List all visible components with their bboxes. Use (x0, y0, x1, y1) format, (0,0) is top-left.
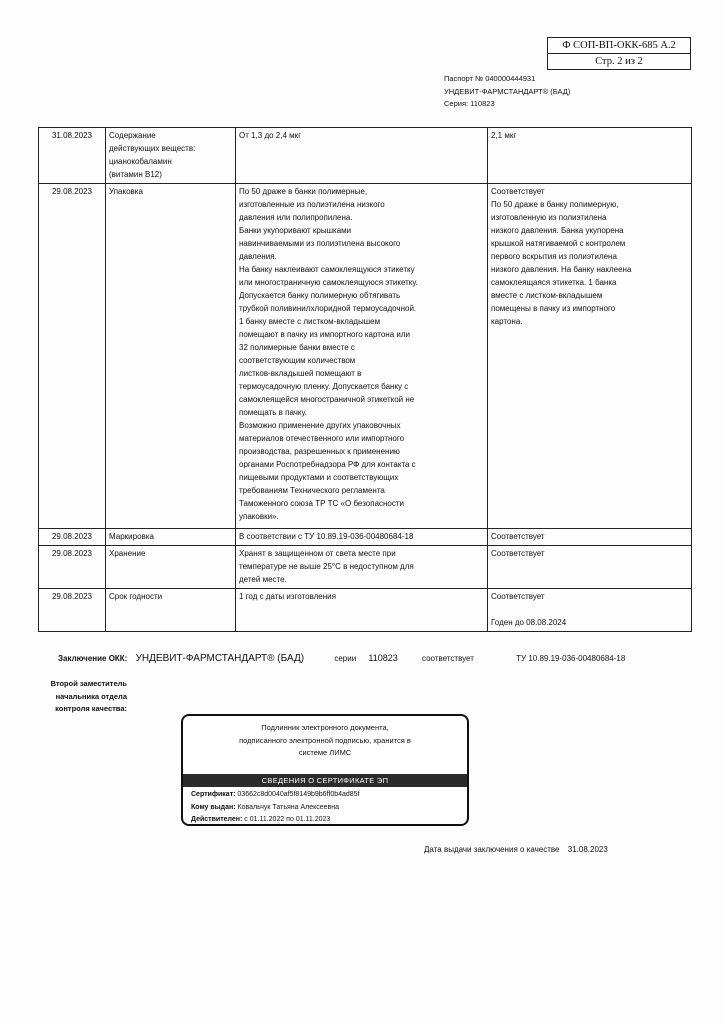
certificate-header: СВЕДЕНИЯ О СЕРТИФИКАТЕ ЭП (183, 774, 467, 787)
row-indicator (106, 546, 236, 589)
norm-line: термоусадочную пленку. Допускается банку с (239, 382, 409, 391)
deputy-line: контроля качества: (55, 704, 127, 713)
indicator-line: цианокобаламин (109, 157, 172, 166)
table-row (39, 128, 692, 184)
conclusion-series-number: 110823 (368, 653, 398, 663)
valid-row (191, 814, 467, 826)
row-date: 31.08.2023 (39, 128, 106, 184)
result-line: По 50 драже в банку полимерную, (491, 200, 619, 209)
norm-line: упаковки». (239, 512, 279, 521)
row-indicator (106, 529, 236, 546)
norm-line: трубкой поливинилхлоридной термоусадочной. (239, 304, 417, 313)
result-line: картона. (491, 317, 523, 326)
results-table (38, 127, 692, 632)
norm-line: 32 полимерные банки вместе с (239, 343, 355, 352)
result-line: низкого давления. Банка укупорена (491, 226, 624, 235)
norm-line: 1 год с даты изготовления (239, 592, 336, 601)
row-indicator (106, 589, 236, 632)
norm-line: навинчиваемыми из полиэтилена высокого (239, 239, 401, 248)
series: Серия: 110823 (444, 99, 495, 108)
row-result (488, 529, 692, 546)
norm-line: листков-вкладышей помещают в (239, 369, 362, 378)
result-line: вместе с листком-вкладышем (491, 291, 603, 300)
result-line: 2,1 мкг (491, 131, 517, 140)
row-norm (236, 589, 488, 632)
norm-line: самоклеящейся многостраничной этикеткой не (239, 395, 415, 404)
indicator-line: Упаковка (109, 187, 143, 196)
deputy-title (43, 678, 127, 716)
norm-line: детей месте. (239, 575, 287, 584)
row-norm (236, 184, 488, 529)
conclusion-series-word: серии (334, 654, 357, 663)
passport-number: Паспорт № 040000444931 (444, 74, 536, 83)
norm-line: материалов отечественного или импортного (239, 434, 405, 443)
form-code-box (547, 37, 691, 70)
conclusion-tu: ТУ 10.89.19-036-00480684-18 (516, 654, 626, 663)
row-norm (236, 546, 488, 589)
result-line: Соответствует (491, 592, 545, 601)
issued-label: Кому выдан: (191, 803, 236, 811)
table-row (39, 546, 692, 589)
result-line: первого вскрытия из полиэтилена (491, 252, 617, 261)
signature-notice (183, 716, 467, 774)
norm-line: Таможенного союза ТР ТС «О безопасности (239, 499, 405, 508)
row-result (488, 128, 692, 184)
product-name: УНДЕВИТ-ФАРМСТАНДАРТ® (БАД) (444, 86, 571, 96)
norm-line: или многостраничную самоклеящуюся этикетку. (239, 278, 418, 287)
result-line: Соответствует (491, 549, 545, 558)
deputy-line: Второй заместитель (50, 679, 127, 688)
result-line: крышкой натягиваемой с контролем (491, 239, 626, 248)
indicator-line: Содержание (109, 131, 156, 140)
indicator-line: Срок годности (109, 592, 163, 601)
valid-value: с 01.11.2022 по 01.11.2023 (244, 816, 331, 823)
norm-line: помещать в пачку. (239, 408, 307, 417)
certificate-label: Сертификат: (191, 791, 236, 798)
row-norm (236, 529, 488, 546)
signature-notice-line: подписанного электронной подписью, хранится в (239, 735, 411, 745)
valid-label: Действителен: (191, 816, 243, 823)
result-line: помещены в пачку из импортного (491, 304, 616, 313)
norm-line: изготовленные из полиэтилена низкого (239, 200, 385, 209)
table-row (39, 529, 692, 546)
row-indicator (106, 128, 236, 184)
table-row (39, 184, 692, 529)
norm-line: давления. (239, 252, 277, 261)
conclusion (58, 653, 658, 664)
issue-date: 31.08.2023 (567, 845, 608, 854)
result-line: изготовленную из полиэтилена (491, 213, 607, 222)
certificate-value: 03662c8d0040af5f8149b9b6ff0b4ad85f (237, 791, 360, 798)
indicator-line: Маркировка (109, 532, 154, 541)
norm-line: Хранят в защищенном от света месте при (239, 549, 396, 558)
result-line: Годен до 08.08.2024 (491, 618, 567, 627)
indicator-line: Хранение (109, 549, 146, 558)
norm-line: В соответствии с ТУ 10.89.19-036-00480684-18 (239, 532, 414, 541)
norm-line: Допускается банку полимерную обтягивать (239, 291, 401, 300)
result-line (491, 603, 688, 616)
norm-line: давления или полипропилена. (239, 213, 353, 222)
norm-line: требованиям Технического регламента (239, 486, 385, 495)
norm-line: От 1,3 до 2,4 мкг (239, 131, 302, 140)
norm-line: соответствующим количеством (239, 356, 356, 365)
table-row (39, 589, 692, 632)
norm-line: помещают в пачку из импортного картона или (239, 330, 410, 339)
certificate-details (183, 787, 467, 826)
row-result (488, 546, 692, 589)
passport-header (444, 73, 570, 111)
result-line: Соответствует (491, 532, 545, 541)
page-info: Стр. 2 из 2 (548, 53, 690, 69)
result-line: самоклеящаяся этикетка. 1 банка (491, 278, 617, 287)
norm-line: На банку наклеивают самоклеящуюся этикетку (239, 265, 415, 274)
row-date: 29.08.2023 (39, 546, 106, 589)
certificate-row (191, 789, 467, 802)
conclusion-product: УНДЕВИТ-ФАРМСТАНДАРТ® (БАД) (135, 653, 305, 664)
issued-value: Ковальчук Татьяна Алексеевна (237, 803, 340, 811)
e-signature-stamp (181, 714, 469, 826)
indicator-line: действующих веществ: (109, 144, 196, 153)
signature-notice-line: Подлинник электронного документа, (261, 723, 389, 732)
norm-line: производства, разрешенных к применению (239, 447, 400, 456)
norm-line: пищевыми продуктами и соответствующих (239, 473, 399, 482)
row-result (488, 589, 692, 632)
row-date: 29.08.2023 (39, 529, 106, 546)
row-result (488, 184, 692, 529)
norm-line: температуре не выше 25°С в недоступном для (239, 562, 414, 571)
norm-line: Возможно применение других упаковочных (239, 421, 401, 430)
conclusion-corresponds: соответствует (422, 654, 474, 663)
result-line: низкого давления. На банку наклеена (491, 265, 632, 274)
row-date: 29.08.2023 (39, 184, 106, 529)
norm-line: Банки укупоривают крышками (239, 226, 352, 235)
indicator-line: (витамин В12) (109, 170, 162, 179)
norm-line: По 50 драже в банки полимерные, (239, 187, 368, 196)
issue-date-line (424, 845, 608, 854)
form-code: Ф СОП-ВП-ОКК-685 А.2 (562, 40, 676, 51)
issue-date-label: Дата выдачи заключения о качестве (424, 845, 560, 854)
row-norm (236, 128, 488, 184)
row-date: 29.08.2023 (39, 589, 106, 632)
result-line: Соответствует (491, 187, 545, 196)
row-indicator (106, 184, 236, 529)
norm-line: 1 банку вместе с листком-вкладышем (239, 317, 381, 326)
conclusion-label: Заключение ОКК: (58, 654, 128, 663)
signature-notice-line: системе ЛИМС (298, 748, 352, 757)
deputy-line: начальника отдела (55, 691, 127, 701)
issued-row (191, 802, 467, 815)
norm-line: органами Роспотребнадзора РФ для контакта с (239, 460, 416, 469)
